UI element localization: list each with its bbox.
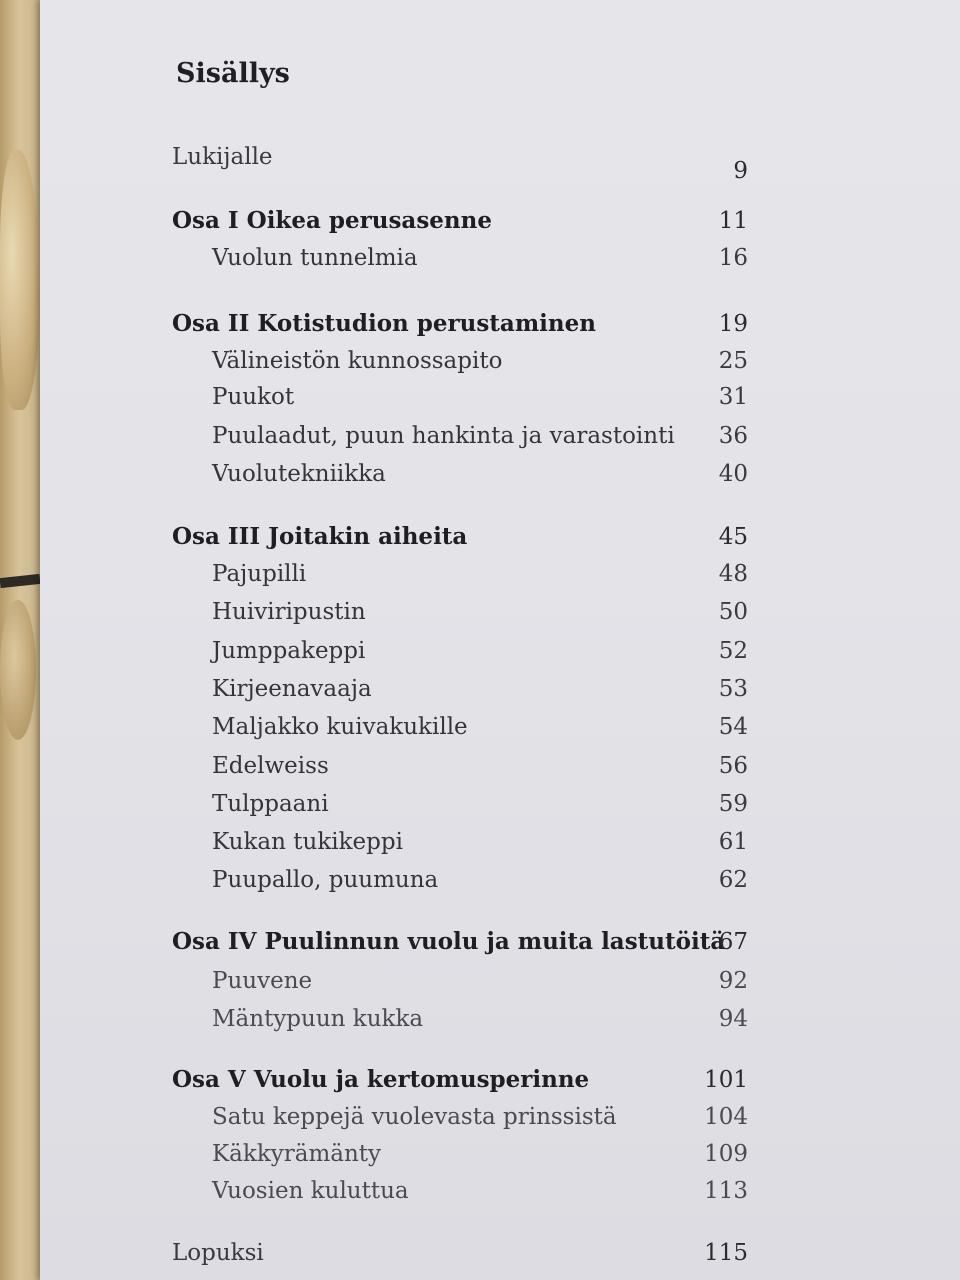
toc-entry-page: 16 <box>718 245 748 271</box>
toc-entry <box>172 457 748 491</box>
toc-entry-page: 67 <box>718 929 748 955</box>
book-page <box>40 0 960 1280</box>
page-title: Sisällys <box>176 58 290 89</box>
toc-entry-label: Pajupilli <box>212 561 307 587</box>
toc-entry-page: 25 <box>718 348 748 374</box>
toc-entry-label: Käkkyrämänty <box>212 1141 382 1167</box>
toc-entry-label: Kirjeenavaaja <box>212 676 372 702</box>
toc-entry <box>172 787 748 821</box>
toc-entry-page: 109 <box>704 1141 748 1167</box>
toc-part-5 <box>172 1063 748 1097</box>
toc-entry-page: 56 <box>718 753 748 779</box>
toc-entry-page: 50 <box>718 599 748 625</box>
toc-entry-label: Vuosien kuluttua <box>212 1178 409 1204</box>
toc-entry-page: 94 <box>718 1006 748 1032</box>
toc-entry-label: Edelweiss <box>212 753 329 779</box>
toc-entry-label: Tulppaani <box>212 791 329 817</box>
toc-part-4 <box>172 925 748 959</box>
toc-entry-page: 36 <box>718 423 748 449</box>
toc-entry <box>172 1002 748 1036</box>
toc-entry-page: 61 <box>718 829 748 855</box>
toc-entry-lopuksi <box>172 1236 748 1270</box>
toc-entry-page: 62 <box>718 867 748 893</box>
toc-entry-label: Satu keppejä vuolevasta prinssistä <box>212 1104 617 1130</box>
toc-entry-label: Puuvene <box>212 968 313 994</box>
toc-entry-page: 48 <box>718 561 748 587</box>
toc-entry-lukijalle <box>172 140 748 184</box>
toc-entry <box>172 344 748 378</box>
toc-entry-label: Puulaadut, puun hankinta ja varastointi <box>212 423 675 449</box>
toc-entry-page: 101 <box>704 1067 748 1093</box>
toc-entry <box>172 749 748 783</box>
toc-entry <box>172 672 748 706</box>
toc-entry <box>172 1100 748 1134</box>
toc-entry-page: 104 <box>704 1104 748 1130</box>
toc-entry-label: Puupallo, puumuna <box>212 867 439 893</box>
toc-entry-label: Osa II Kotistudion perustaminen <box>172 310 596 337</box>
toc-entry-page: 40 <box>718 461 748 487</box>
toc-entry-label: Välineistön kunnossapito <box>212 348 503 374</box>
toc-entry <box>172 595 748 629</box>
toc-entry-label: Lopuksi <box>172 1240 264 1266</box>
toc-entry <box>172 557 748 591</box>
toc-part-1 <box>172 204 748 238</box>
toc-entry <box>172 1174 748 1208</box>
toc-entry-label: Vuolun tunnelmia <box>212 245 418 271</box>
toc-entry-label: Jumppakeppi <box>212 638 366 664</box>
toc-entry-label: Huiviripustin <box>212 599 366 625</box>
toc-entry-page: 115 <box>704 1240 748 1266</box>
toc-entry-label: Puukot <box>212 384 295 410</box>
toc-entry <box>172 964 748 998</box>
toc-entry-page: 11 <box>718 208 748 234</box>
toc-entry-page: 59 <box>718 791 748 817</box>
toc-part-3 <box>172 520 748 554</box>
background-stone <box>0 150 40 410</box>
background-stone <box>0 600 36 740</box>
toc-entry-page: 54 <box>718 714 748 740</box>
toc-entry <box>172 634 748 668</box>
toc-entry-page: 52 <box>718 638 748 664</box>
background-rod <box>0 574 40 588</box>
toc-entry-label: Maljakko kuivakukille <box>212 714 468 740</box>
toc-entry-label: Osa IV Puulinnun vuolu ja muita lastutöitä <box>172 928 726 955</box>
toc-entry-label: Vuolutekniikka <box>212 461 386 487</box>
toc-entry <box>172 419 748 453</box>
toc-entry-page: 53 <box>718 676 748 702</box>
toc-entry-label: Osa V Vuolu ja kertomusperinne <box>172 1066 590 1093</box>
toc-entry <box>172 1137 748 1171</box>
toc-entry-page: 19 <box>718 311 748 337</box>
toc-part-2 <box>172 307 748 341</box>
toc-entry-label: Kukan tukikeppi <box>212 829 403 855</box>
toc-entry-page: 9 <box>733 158 748 184</box>
toc-entry-label: Osa III Joitakin aiheita <box>172 523 468 550</box>
toc-entry-page: 92 <box>718 968 748 994</box>
toc-entry-page: 45 <box>718 524 748 550</box>
toc-entry <box>172 825 748 859</box>
toc-entry <box>172 241 748 275</box>
toc-entry <box>172 863 748 897</box>
toc-entry-label: Osa I Oikea perusasenne <box>172 207 492 234</box>
toc-entry-page: 31 <box>718 384 748 410</box>
toc-entry-page: 113 <box>704 1178 748 1204</box>
toc-entry <box>172 710 748 744</box>
toc-entry <box>172 380 748 414</box>
toc-entry-label: Mäntypuun kukka <box>212 1006 424 1032</box>
toc-entry-label: Lukijalle <box>172 144 273 170</box>
